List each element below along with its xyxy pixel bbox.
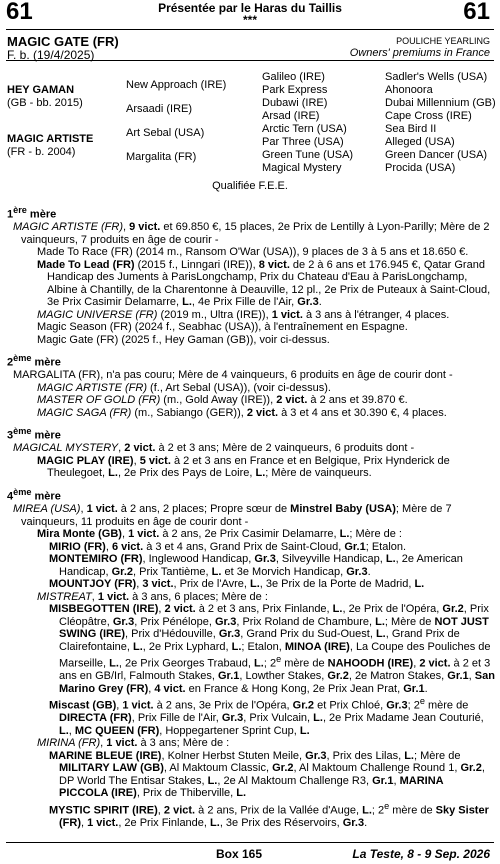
family-paragraph: Miscast (GB), 1 vict. à 2 ans, 3e Prix de l'Opéra, Gr.2 et Prix Chloé, Gr.3; 2e mère de DIRECTA (FR), Prix Fille de l'Air, Gr.3, Prix Vulcain, L., 2e Prix Madame Jean Couturié, L., MC QUEEN (FR), Hoppegartener Sprint Cup, L.: [49, 696, 484, 737]
g4-ancestor: Sea Bird II: [385, 123, 437, 135]
family-paragraph: Magic Gate (FR) (2025 f., Hey Gaman (GB)), voir ci-dessus.: [37, 333, 330, 346]
family-paragraph: MIRIO (FR), 6 vict. à 3 et 4 ans, Grand Prix de Saint-Cloud, Gr.1; Etalon.: [49, 540, 407, 553]
family-paragraph: Made To Lead (FR) (2015 f., Linngari (IRE)), 8 vict. de 2 à 6 ans et 176.945 €, Qatar Grand Handicap des Juments à ParisLongchamp, Prix du Chateau d'Eau à ParisLongchamp, Albine à Chantilly, de la Charentonne à Deauville, 12 pl., 2e Prix de Puteaux à Saint-Cloud, 3e Prix Casimir Delamarre, L., 4e Prix Fille de l'Air, Gr.3.: [37, 258, 491, 309]
section-heading: 3ème mère: [7, 426, 61, 442]
g3-ancestor: Park Express: [262, 84, 328, 96]
section-heading: 1ère mère: [7, 205, 57, 221]
family-paragraph: MISBEGOTTEN (IRE), 2 vict. à 2 et 3 ans, Prix Finlande, L., 2e Prix de l'Opéra, Gr.2, Prix Cléopâtre, Gr.3, Prix Pénélope, Gr.3, Prix Roland de Chambure, L.; Mère de NOT JUST SWING (IRE), Prix d'Hédouville, Gr.3, Grand Prix du Sud-Ouest, L., Grand Prix de Clairefontaine, L., 2e Prix Lyphard, L.; Etalon, MINOA (IRE), La Coupe des Pouliches de Marseille, L., 2e Prix Georges Trabaud, L.; 2e mère de NAHOODH (IRE), 2 vict. à 2 et 3 ans en GB/Irl, Falmouth Stakes, Gr.1, Lowther Stakes, Gr.2, 2e Matron Stakes, Gr.1, San Marino Grey (FR), 4 vict. en France & Hong Kong, 2e Prix Jean Prat, Gr.1.: [49, 603, 495, 695]
g4-ancestor: Green Dancer (USA): [385, 149, 488, 161]
dam-block: [7, 133, 93, 159]
g4-ancestor: Ahonoora: [385, 84, 433, 96]
family-paragraph: MASTER OF GOLD (FR) (m., Gold Away (IRE)), 2 vict. à 2 ans et 39.870 €.: [37, 394, 408, 407]
family-paragraph: MYSTIC SPIRIT (IRE), 2 vict. à 2 ans, Prix de la Vallée d'Auge, L.; 2e mère de Sky Sister (FR), 1 vict., 2e Prix Finlande, L., 3e Prix des Réservoirs, Gr.3.: [49, 800, 489, 830]
g4-ancestor: Procida (USA): [385, 162, 456, 174]
sale-type: POULICHE YEARLING: [396, 36, 490, 46]
top-rule: [6, 29, 494, 30]
g4-column: [385, 71, 496, 175]
presenter-text: Présentée par le Haras du Taillis: [158, 1, 342, 15]
g4-ancestor: Dubai Millennium (GB): [385, 97, 496, 109]
family-paragraph: MAGIC ARTISTE (FR) (f., Art Sebal (USA)), (voir ci-dessus).: [37, 381, 331, 394]
footer-rule: [6, 842, 494, 843]
family-paragraph: Made To Race (FR) (2014 m., Ransom O'War (USA)), 9 places de 3 à 5 ans et 18.650 €.: [37, 246, 469, 259]
g3-ancestor: Galileo (IRE): [262, 71, 325, 83]
family-paragraph: MOUNTJOY (FR), 3 vict., Prix de l'Avre, L., 3e Prix de la Porte de Madrid, L.: [49, 578, 425, 591]
section-heading: 4ème mère: [7, 486, 61, 503]
family-paragraph: MONTEMIRO (FR), Inglewood Handicap, Gr.3, Silveyville Handicap, L., 2e American Handicap, Gr.2, Prix Tantième, L. et 3e Morvich Handicap, Gr.3.: [49, 553, 463, 578]
presenter-header: [0, 2, 500, 26]
g3-ancestor: Arctic Tern (USA): [262, 123, 347, 135]
g3-ancestor: Arsad (IRE): [262, 110, 320, 122]
box-number: Box 165: [216, 847, 263, 861]
sale-venue-date: La Teste, 8 - 9 Sep. 2026: [352, 847, 490, 861]
family-paragraph: MAGIC ARTISTE (FR), 9 vict. et 69.850 €, 15 places, 2e Prix de Lentilly à Lyon-Parilly; Mère de 2 vainqueurs, 7 produits en âge de courir -: [13, 221, 490, 246]
family-paragraph: MAGIC SAGA (FR) (m., Sabiango (GER)), 2 vict. à 3 et 4 ans et 30.390 €, 4 places.: [37, 406, 447, 419]
family-paragraph: MIREA (USA), 1 vict. à 2 ans, 2 places; Propre sœur de Minstrel Baby (USA); Mère de 7 vainqueurs, 11 produits en âge de courir dont -: [13, 503, 452, 528]
header-rule: [6, 60, 494, 61]
family-paragraph: MARINE BLEUE (IRE), Kolner Herbst Stuten Meile, Gr.3, Prix des Lilas, L.; Mère de MILITARY LAW (GB), Al Maktoum Classic, Gr.2, Al Maktoum Challenge Round 1, Gr.2, DP World The Entisar Stakes, L., 2e Al Maktoum Challenge R3, Gr.1, MARINA PICCOLA (IRE), Prix de Thiberville, L.: [49, 749, 485, 800]
dam-name: MAGIC ARTISTE: [7, 133, 94, 145]
qualification: Qualifiée F.E.E.: [212, 180, 288, 192]
g2-ancestor: Margalita (FR): [126, 151, 197, 163]
g3-ancestor: Magical Mystery: [262, 162, 342, 174]
family-paragraph: MIRINA (FR), 1 vict. à 3 ans; Mère de :: [37, 737, 230, 750]
owner-premiums: Owners' premiums in France: [349, 47, 490, 59]
family-history: [7, 198, 495, 830]
horse-name: MAGIC GATE (FR): [7, 34, 119, 49]
g4-ancestor: Alleged (USA): [385, 136, 455, 148]
g2-ancestor: Art Sebal (USA): [126, 127, 205, 139]
family-paragraph: MARGALITA (FR), n'a pas couru; Mère de 4 vainqueurs, 6 produits en âge de courir dont -: [13, 369, 453, 382]
g4-ancestor: Cape Cross (IRE): [385, 110, 472, 122]
g2-ancestor: Arsaadi (IRE): [126, 103, 193, 115]
lot-number-right: 61: [463, 0, 490, 25]
g4-ancestor: Sadler's Wells (USA): [385, 71, 488, 83]
family-paragraph: MAGICAL MYSTERY, 2 vict. à 2 et 3 ans; Mère de 2 vainqueurs, 6 produits dont -: [13, 442, 415, 455]
family-paragraph: MAGIC PLAY (IRE), 5 vict. à 2 et 3 ans en France et en Belgique, Prix Hynderick de Theulegoet, L., 2e Prix des Pays de Loire, L.; Mère de vainqueurs.: [37, 454, 450, 480]
horse-details: F. b. (19/4/2025): [7, 48, 95, 62]
family-paragraph: Magic Season (FR) (2024 f., Seabhac (USA)), à l'entraînement en Espagne.: [37, 321, 408, 334]
section-heading: 2ème mère: [7, 353, 61, 369]
g3-column: [262, 71, 353, 175]
g2-ancestor: New Approach (IRE): [126, 79, 227, 91]
g3-ancestor: Dubawi (IRE): [262, 97, 328, 109]
family-paragraph: Mira Monte (GB), 1 vict. à 2 ans, 2e Prix Casimir Delamarre, L.; Mère de :: [37, 528, 402, 541]
g3-ancestor: Green Tune (USA): [262, 149, 354, 161]
dam-info: (FR - b. 2004): [7, 146, 76, 158]
stars: ***: [242, 13, 257, 27]
family-paragraph: MAGIC UNIVERSE (FR) (2019 m., Ultra (IRE)), 1 vict. à 3 ans à l'étranger, 4 places.: [37, 308, 450, 321]
g3-ancestor: Par Three (USA): [262, 136, 344, 148]
lot-number: 61: [6, 0, 33, 25]
sire-block: [7, 84, 83, 110]
sire-info: (GB - bb. 2015): [7, 97, 83, 109]
family-paragraph: MISTREAT, 1 vict. à 3 ans, 6 places; Mère de :: [37, 590, 268, 603]
sire-name: HEY GAMAN: [7, 84, 75, 96]
